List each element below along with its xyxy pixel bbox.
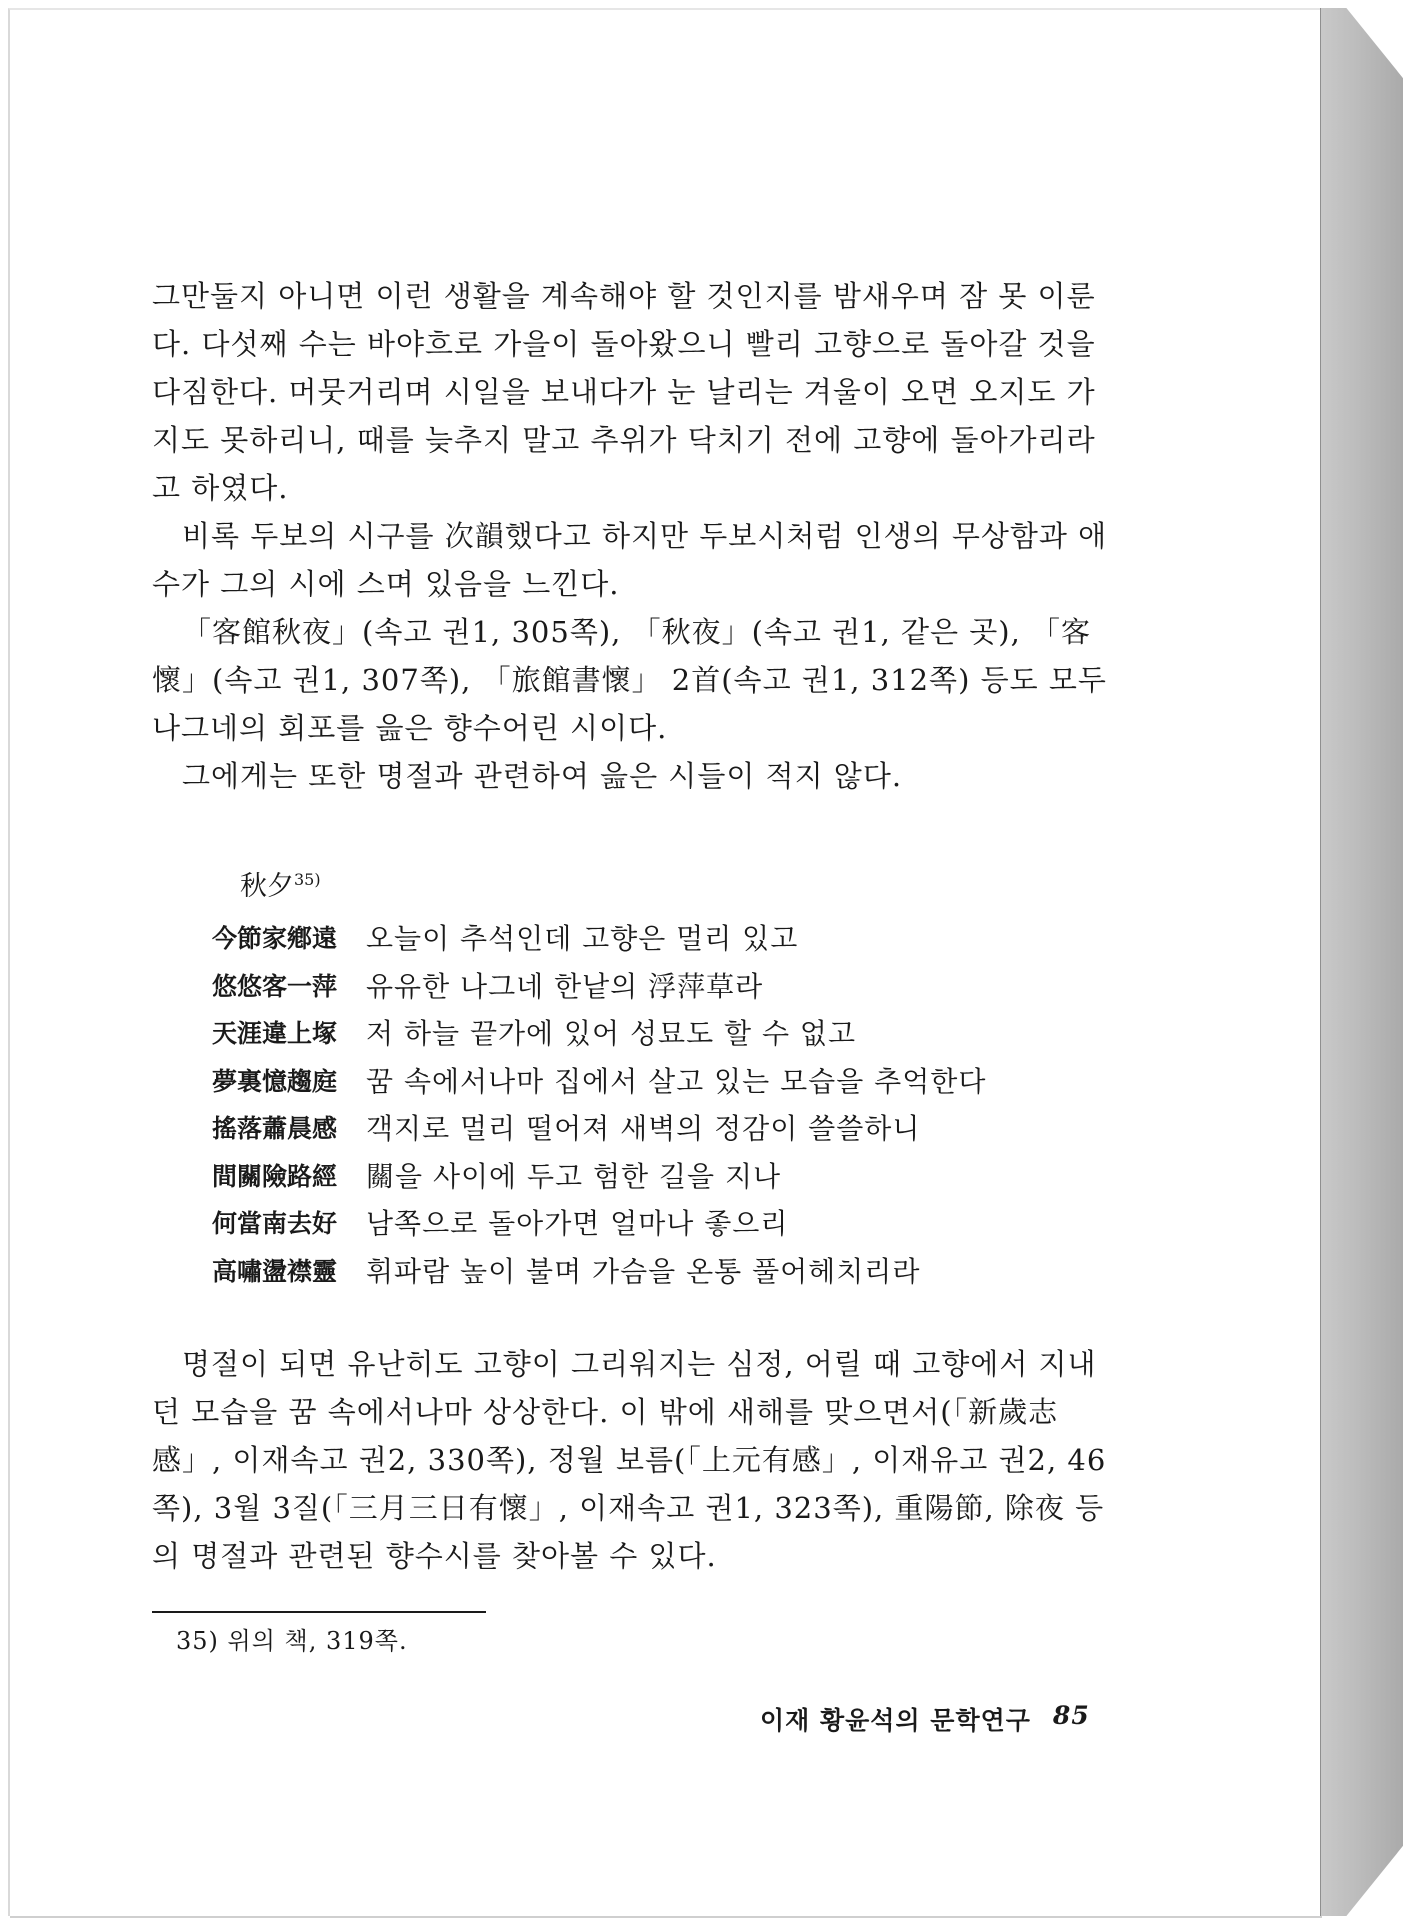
body-text-upper <box>152 272 1124 800</box>
poem-line <box>212 1153 1112 1201</box>
footnote-mark: 35) <box>294 870 321 889</box>
poem-title-text: 秋夕 <box>240 871 294 902</box>
poem-block <box>212 860 1112 1295</box>
footnote-rule <box>152 1611 486 1613</box>
poem-line <box>212 1010 1112 1058</box>
poem-line-korean: 關을 사이에 두고 험한 길을 지나 <box>366 1159 782 1193</box>
poem-line <box>212 1200 1112 1248</box>
poem-line-korean: 꿈 속에서나마 집에서 살고 있는 모습을 추억한다 <box>366 1064 987 1098</box>
page-edge-line <box>1320 8 1321 1916</box>
page-number: 85 <box>1052 1701 1090 1730</box>
paragraph: 그에게는 또한 명절과 관련하여 읊은 시들이 적지 않다. <box>182 759 903 793</box>
poem-line <box>212 1105 1112 1153</box>
poem-line-hanja: 何當南去好 <box>212 1209 338 1238</box>
poem-line-korean: 오늘이 추석인데 고향은 멀리 있고 <box>366 922 799 955</box>
footnote: 35) 위의 책, 319쪽. <box>176 1627 408 1655</box>
running-footer <box>760 1701 1090 1737</box>
poem-line-hanja: 今節家鄕遠 <box>212 924 338 953</box>
poem-line <box>212 1058 1112 1106</box>
poem-line <box>212 915 1112 963</box>
page-stack-edge <box>1320 8 1403 1916</box>
poem-line-korean: 유유한 나그네 한낱의 浮萍草라 <box>366 969 764 1003</box>
poem-line-korean: 저 하늘 끝가에 있어 성묘도 할 수 없고 <box>366 1017 857 1050</box>
poem-line-hanja: 悠悠客一萍 <box>212 971 338 1001</box>
running-title: 이재 황윤석의 문학연구 <box>760 1706 1031 1735</box>
body-text-lower <box>152 1340 1124 1580</box>
poem-line-korean: 휘파람 높이 불며 가슴을 온통 풀어헤치리라 <box>366 1254 921 1288</box>
poem-line <box>212 963 1112 1011</box>
paragraph: 비록 두보의 시구를 次韻했다고 하지만 두보시처럼 인생의 무상함과 애수가 그의 시에 스며 있음을 느낀다. <box>152 519 1108 601</box>
poem-line-hanja: 天涯違上塚 <box>212 1019 338 1048</box>
poem-line-hanja: 高嘯盪襟靈 <box>212 1256 338 1286</box>
poem-line-korean: 객지로 멀리 떨어져 새벽의 정감이 쓸쓸하니 <box>366 1112 921 1145</box>
poem-line-hanja: 搖落蕭晨感 <box>212 1114 338 1143</box>
paragraph: 그만둘지 아니면 이런 생활을 계속해야 할 것인지를 밤새우며 잠 못 이룬다. 다섯째 수는 바야흐로 가을이 돌아왔으니 빨리 고향으로 돌아갈 것을 다짐한다. 머뭇거리며 시일을 보내다가 눈 날리는 겨울이 오면 오지도 가지도 못하리니, 때를 늦추지 말고 추위가 닥치기 전에 고향에 돌아가리라고 하였다. <box>152 279 1096 505</box>
poem-line <box>212 1248 1112 1296</box>
paragraph: 명절이 되면 유난히도 고향이 그리워지는 심정, 어릴 때 고향에서 지내던 모습을 꿈 속에서나마 상상한다. 이 밖에 새해를 맞으면서(「新歲志感」, 이재속고 권2, 330쪽), 정월 보름(「上元有感」, 이재유고 권2, 46쪽), 3월 3질(「三月三日有懷」, 이재속고 권1, 323쪽), 重陽節, 除夜 등의 명절과 관련된 향수시를 찾아볼 수 있다. <box>152 1347 1107 1573</box>
poem-line-korean: 남쪽으로 돌아가면 얼마나 좋으리 <box>366 1207 789 1240</box>
paragraph: 「客館秋夜」(속고 권1, 305쪽), 「秋夜」(속고 권1, 같은 곳), 「客懷」(속고 권1, 307쪽), 「旅館書懷」 2首(속고 권1, 312쪽) 등도 모두 나그네의 회포를 읊은 향수어린 시이다. <box>152 615 1107 745</box>
poem-title <box>240 860 1112 907</box>
poem-line-hanja: 間關險路經 <box>212 1161 338 1191</box>
poem-line-hanja: 夢裏憶趨庭 <box>212 1066 338 1096</box>
